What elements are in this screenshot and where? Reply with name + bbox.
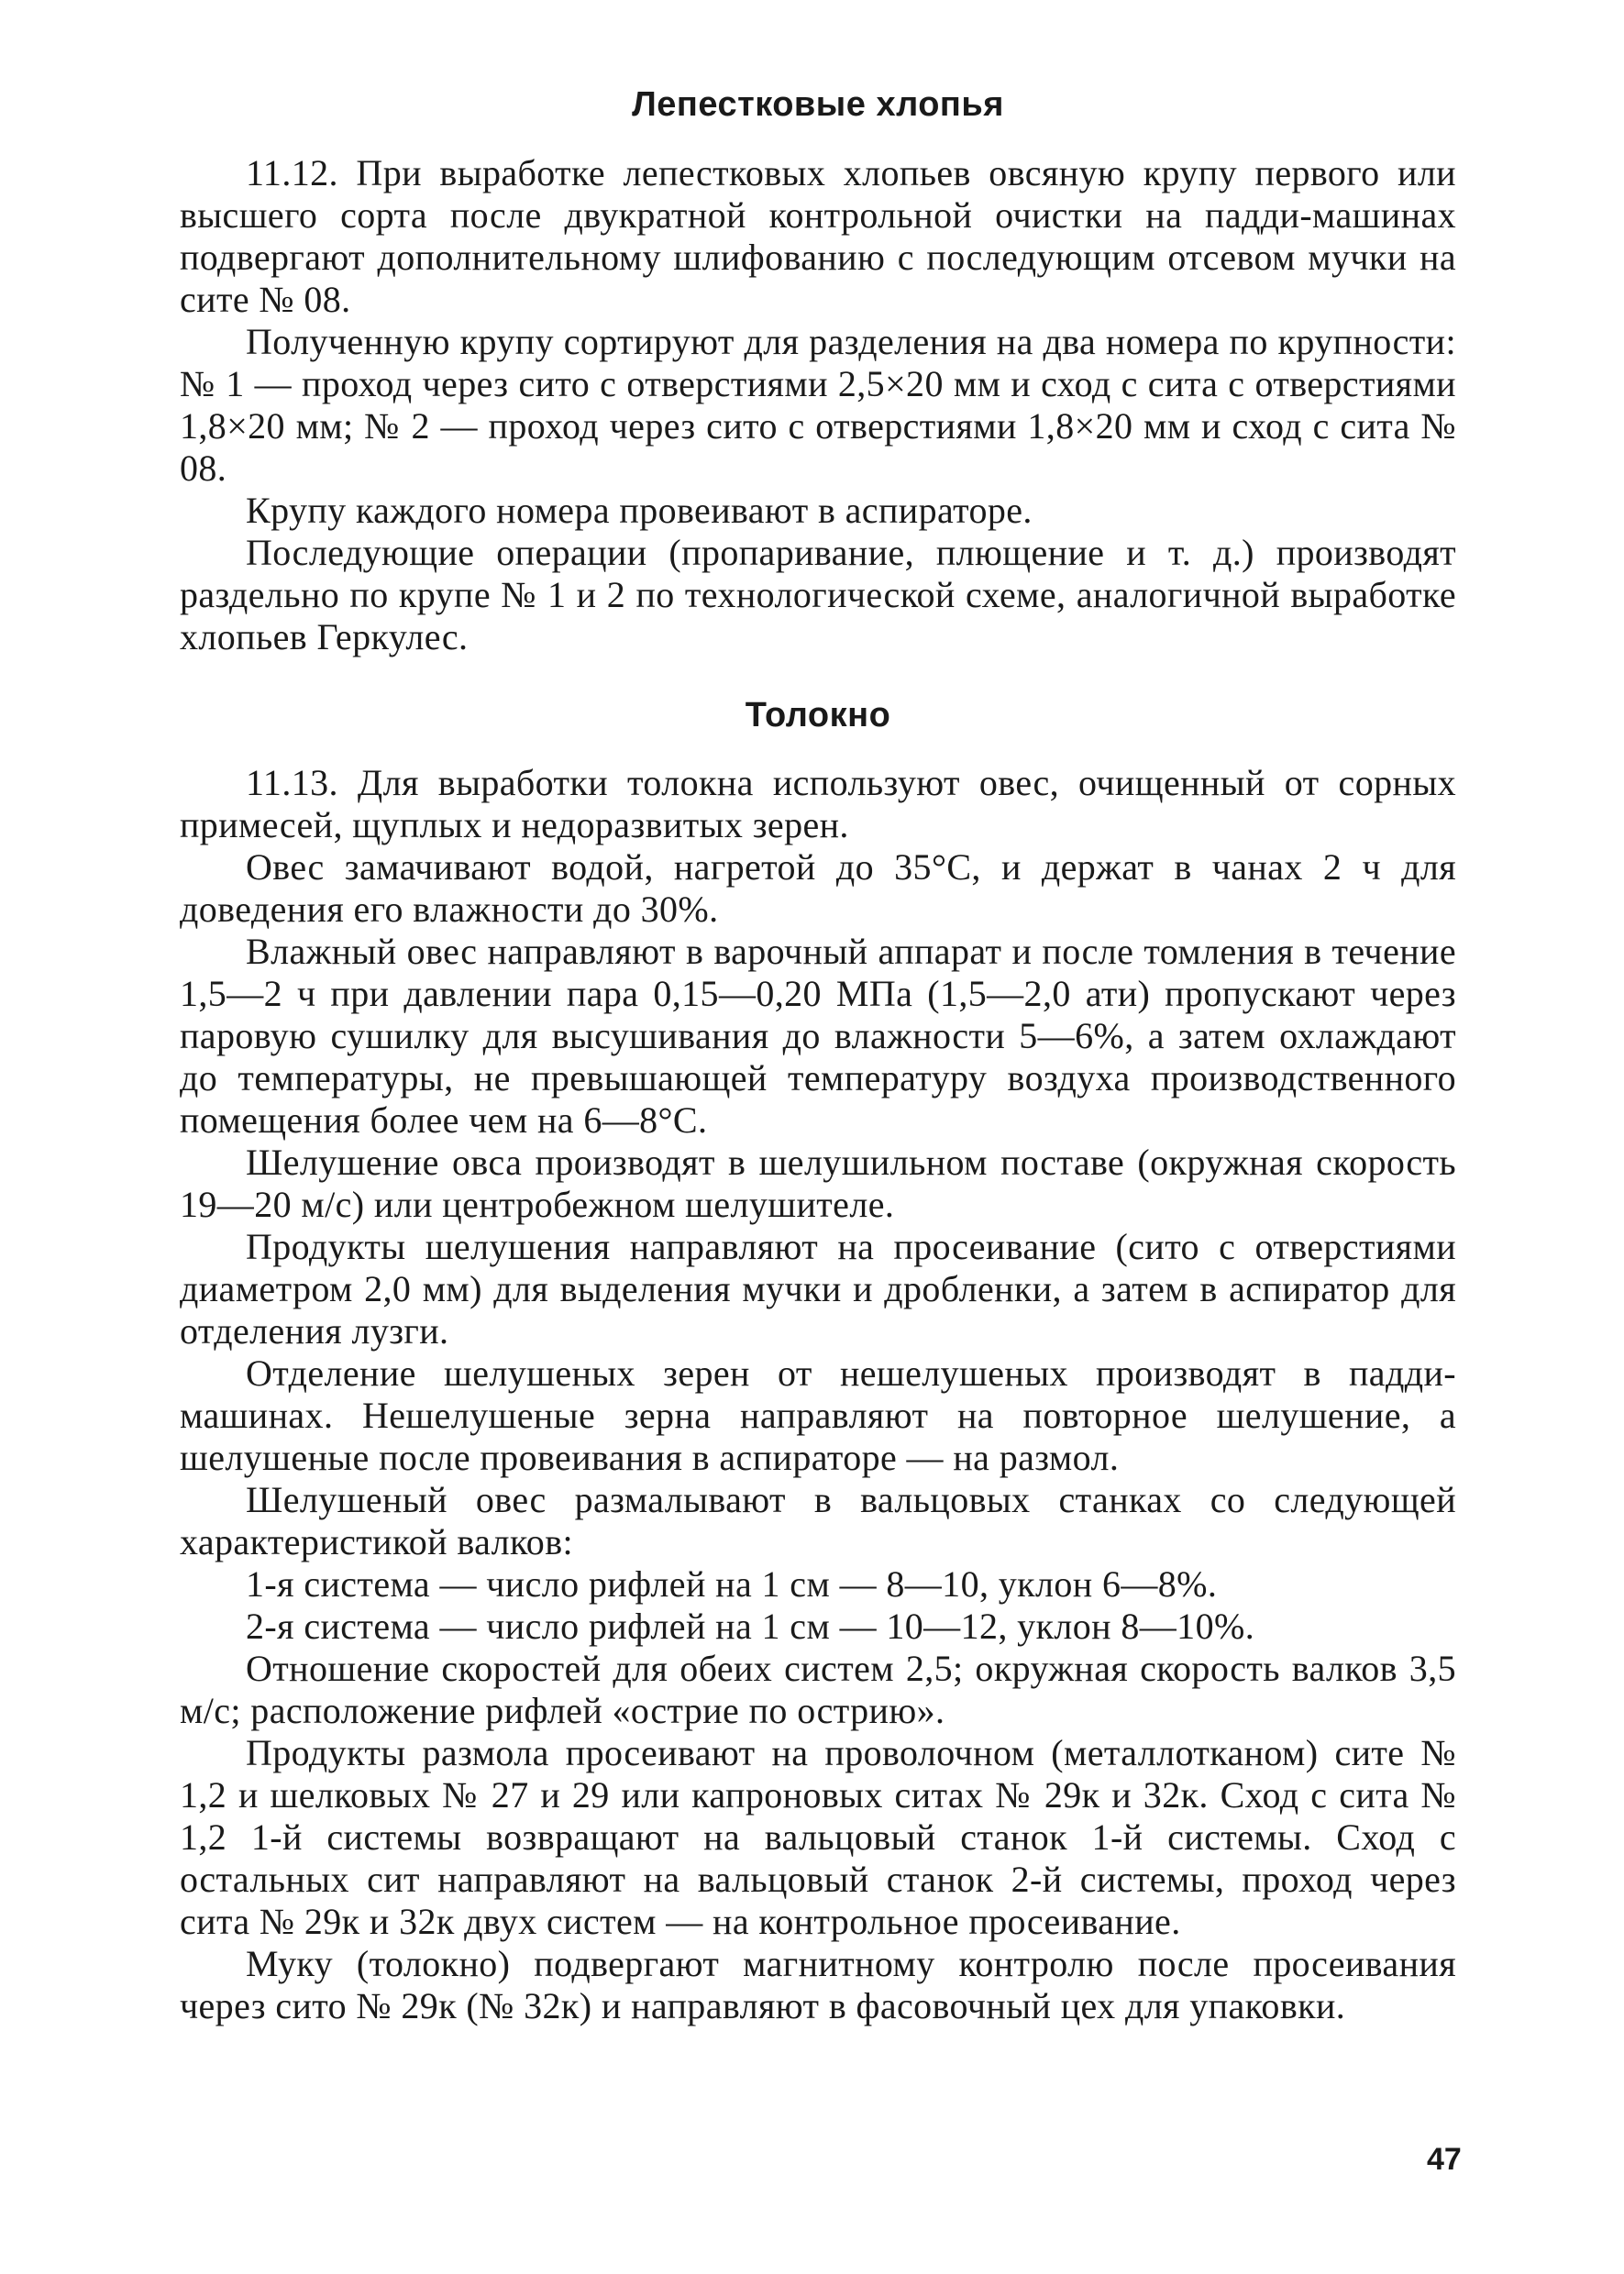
page-body bbox=[180, 84, 1456, 2027]
paragraph: Продукты размола просеивают на проволочном (металлотканом) сите № 1,2 и шелковых № 27 и 29 или капроновых ситах № 29к и 32к. Сход с сита № 1,2 1-й системы возвращают на вальцовый станок 1-й системы. Сход с остальных сит направляют на вальцовый станок 2-й системы, проход через сита № 29к и 32к двух систем — на контрольное просеивание. bbox=[180, 1732, 1456, 1943]
paragraph: Отношение скоростей для обеих систем 2,5; окружная скорость валков 3,5 м/с; расположение рифлей «острие по острию». bbox=[180, 1648, 1456, 1732]
paragraph: Крупу каждого номера провеивают в аспираторе. bbox=[246, 489, 1033, 531]
paragraph: Последующие операции (пропаривание, плющение и т. д.) производят раздельно по крупе № 1 и 2 по технологической схеме, аналогичной выработке хлопьев Геркулес. bbox=[180, 531, 1456, 657]
section-title-petal-flakes: Лепестковые хлопья bbox=[632, 85, 1004, 124]
page-number: 47 bbox=[1427, 2142, 1462, 2177]
paragraph: 11.12. При выработке лепестковых хлопьев овсяную крупу первого или высшего сорта после двукратной контрольной очистки на падди-машинах подвергают дополнительному шлифованию с последующим отсевом мучки на сите № 08. bbox=[180, 151, 1456, 320]
paragraph: Муку (толокно) подвергают магнитному контролю после просеивания через сито № 29к (№ 32к) и направляют в фасовочный цех для упаковки. bbox=[180, 1943, 1456, 2027]
paragraph: Полученную крупу сортируют для разделения на два номера по крупности: № 1 — проход через сито с отверстиями 2,5×20 мм и сход с сита с отверстиями 1,8×20 мм; № 2 — проход через сито с отверстиями 1,8×20 мм и сход с сита № 08. bbox=[180, 320, 1456, 489]
list-item: 1-я система — число рифлей на 1 см — 8—10, уклон 6—8%. bbox=[246, 1563, 1218, 1606]
paragraph: Продукты шелушения направляют на просеивание (сито с отверстиями диаметром 2,0 мм) для выделения мучки и дробленки, а затем в аспиратор для отделения лузги. bbox=[180, 1226, 1456, 1352]
paragraph: Овес замачивают водой, нагретой до 35°С, и держат в чанах 2 ч для доведения его влажности до 30%. bbox=[180, 846, 1456, 931]
paragraph: Влажный овес направляют в варочный аппарат и после томления в течение 1,5—2 ч при давлении пара 0,15—0,20 МПа (1,5—2,0 ати) пропускают через паровую сушилку для высушивания до влажности 5—6%, а затем охлаждают до температуры, не превышающей температуру воздуха производственного помещения более чем на 6—8°С. bbox=[180, 931, 1456, 1142]
paragraph: 11.13. Для выработки толокна используют овес, очищенный от сорных примесей, щуплых и недоразвитых зерен. bbox=[180, 762, 1456, 846]
paragraph: Шелушеный овес размалывают в вальцовых станках со следующей характеристикой валков: bbox=[180, 1479, 1456, 1563]
paragraph: Отделение шелушеных зерен от нешелушеных производят в падди-машинах. Нешелушеные зерна направляют на повторное шелушение, а шелушеные после провеивания в аспираторе — на размол. bbox=[180, 1352, 1456, 1479]
section-title-tolokno: Толокно bbox=[745, 695, 891, 734]
list-item: 2-я система — число рифлей на 1 см — 10—12, уклон 8—10%. bbox=[246, 1606, 1255, 1648]
paragraph: Шелушение овса производят в шелушильном поставе (окружная скорость 19—20 м/с) или центробежном шелушителе. bbox=[180, 1142, 1456, 1226]
